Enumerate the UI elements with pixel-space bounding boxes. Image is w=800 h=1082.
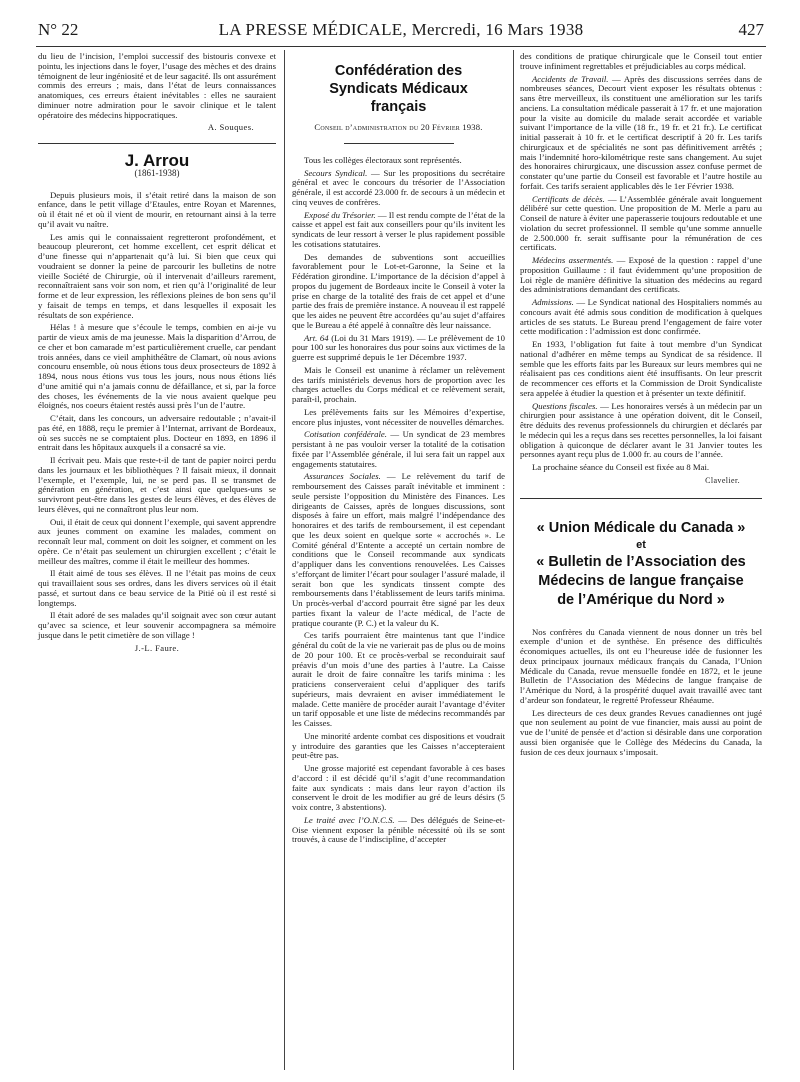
union-title: « Union Médicale du Canada » [536,519,746,536]
confederation-heading: Confédération des Syndicats Médicaux français [329,63,468,115]
council-paragraph: Médecins assermentés. — Exposé de la question : rappel d’une proposition Guillaume : il faut évidemment qu’une proposition de Loi règle de manière définitive la situation des médecins au regard des administrations demandant des certificats. [520,255,762,295]
section-rule [520,498,762,499]
column-divider-left [284,50,285,1070]
obituary-paragraph: C’était, dans les concours, un adversaire redoutable ; n’avait-il pas été, en 1888, reçu le premier à l’Internat, arrivant de Bordeaux, où ses succès ne se comptaient plus. Docteur en 1893, en 1896 il entrait dans les hôpitaux auxquels il a consacré sa vie. [38,413,276,453]
obituary-paragraph: Il était adoré de ses malades qu’il soignait avec son cœur autant qu’avec sa science, et leur souvenir accompagnera sa mémoire jusque dans le petit cimetière de son village ! [38,610,276,640]
obituary-paragraph: Les amis qui le connaissaient regretteront profondément, et beaucoup pleureront, cet homme excellent, cet esprit délicat et d’une finesse qui n’appartenait qu’à lui. Si bien que ceux qui voudraient se donner la peine de parcourir les bulletins de notre vieille Société de Chirurgie, où il intervenait d’ailleurs rarement, reconnaîtraient sans voir son nom, et rien qu’à l’originalité de leur forme et de leur expression, les réflexions pleines de bon sens qu’il y faisait de temps en temps, et dans lesquelles il exposait les résultats de son expérience. [38,231,276,320]
section-rule [38,143,276,144]
council-paragraph: Assurances Sociales. — Le relèvement du tarif de remboursement des Caisses paraît inévitable et imminent : seule persiste l’opposition du Ministère des Finances. Les dirigeants de Caisses, après de longues discussions, sont disposés à faire un effort, mais malgré l’indépendance des honoraires et des tarifs de remboursement, il est cependant que les deux soient en quelque sorte « accrochés ». Le Comité général d’Entente a accepté un certain nombre de conditions que le Conseil recommande aux syndicats d’appliquer dans les conventions renouvelées. Les Caisses s’efforçant de limiter l’écart pour soulager l’assuré malade, il serait bon que les syndicats tinssent compte des remboursements dans l’établissement de leurs tarifs minima. Un procès-verbal d’accord pourrait être signé par les deux parties fixant la valeur de l’acte médical, de l’acte de pratique courante (P. C.) et la valeur du K. [292,471,506,628]
obituary-signature: J.-L. Faure. [134,642,180,653]
council-paragraph: Accidents de Travail. — Après des discussions serrées dans de nombreuses séances, Decourt vient exposer les résultats obtenus : sans être merveilleux, ils constituent une amélioration sur les tarifs anciens. La consultation médicale passerait à 17 fr. et une majoration pour la visite au domicile du malade serait accordée et variable suivant l’importance de la ville (18 fr., 19 fr. et 21 fr.). Le certificat initial passerait à 10 fr. et le certificat descriptif à 20 fr. Les tarifs chirurgicaux et de spécialités ne sont pas définitivement arrêtés ; mais l’indemnité horo-kilométrique reste sans changement. Au sujet des honoraires chirurgicaux, une discussion assez confuse permet de constater qu’une partie du Conseil est favorable et l’autre hostile au forfait. Ces tarifs seraient applicables dès le 1er Février 1938. [520,73,763,191]
obituary-paragraph: Hélas ! à mesure que s’écoule le temps, combien en ai-je vu partir de vieux amis de ma jeunesse. Mais la disparition d’Arrou, de ce cher et bon camarade m’est particulièrement cruelle, car pendant trois années, dans ce vieil amphithéâtre de Clamart, où nous avions concouru ensemble, où nous étions tous deux prosecteurs de 1892 à 1894, nous nous étions vus tous les jours, nous nous étions liés d’une amitié qui n’a jamais connu de défaillance, et si, par la force des choses, les événements de la vie nous avaient quelque peu éloignés, nos coeurs étaient restés aussi près l’un de l’autre. [38,322,276,411]
union-paragraph: Les directeurs de ces deux grandes Revues canadiennes ont jugé que non seulement au point de vue financier, mais aussi au point de vue de l’unité de pensée et d’action si désirable dans une corporation aussi bien organisée que le Collège des Médecins du Canada, la fusion de ces deux journaux s’imposait. [520,707,762,757]
council-paragraph: des conditions de pratique chirurgicale que le Conseil tout entier trouve infiniment regrettables et préjudiciables au corps médical. [520,51,762,71]
bulletin-title: « Bulletin de l’Association des Médecins de langue française de l’Amérique du Nord » [536,553,746,608]
council-paragraph: Mais le Conseil est unanime à réclamer un relèvement des tarifs ministériels devenus hors de proportion avec les charges actuelles du Corps médical et ce relèvement serait, paraît-il, prochain. [292,364,505,404]
column-1 [38,52,276,653]
council-paragraph: Les prélèvements faits sur les Mémoires d’expertise, encore plus injustes, vont nécessiter de nouvelles démarches. [292,406,505,427]
page-number: 427 [738,20,764,39]
union-paragraph: Nos confrères du Canada viennent de nous donner un très bel exemple d’union et de synthèse. En présence des difficultés économiques actuelles, ils ont eu l’heureuse idée de fusionner les deux principaux journaux médicaux français du Canada, l’Union Médicale du Canada, revue mensuelle fondée en 1872, et le jeune Bulletin de l’Association des Médecins de langue française de l’Amérique du Nord, à la prospérité duquel avait travaillé avec tant d’ardeur son fondateur, le regretté Professeur Rhéaume. [520,626,762,705]
page-header [38,18,764,42]
council-paragraph: Art. 64 (Loi du 31 Mars 1919). — Le prélèvement de 10 pour 100 sur les honoraires dus pour soins aux victimes de la guerre est supprimé depuis le 1er Décembre 1937. [292,332,505,362]
journal-title: LA PRESSE MÉDICALE, Mercredi, 16 Mars 1938 [218,20,584,39]
obituary-paragraph: Il écrivait peu. Mais que reste-t-il de tant de papier noirci perdu dans les journaux et les bibliothèques ? Il faisait mieux, il donnait l’exemple, et l’exemple, lui, ne se perd pas. Il se transmet de génération en génération, et c’est ainsi que quelques-uns se survivront peut-être dans les gestes de leurs élèves, et des élèves de leurs élèves, qui ne connaîtront plus leur nom. [38,455,276,514]
issue-number: N° 22 [38,20,79,39]
obituary-paragraph: Oui, il était de ceux qui donnent l’exemple, qui savent apprendre aux jeunes comment on examine les malades, comment on reconnaît leur mal, comment on doit les soigner, et comment on les opère. Ce n’était pas seulement un chirurgien excellent ; c’était le meilleur des maîtres, comme il était le meilleur des hommes. [38,516,276,566]
council-paragraph: Cotisation confédérale. — Un syndicat de 23 membres persistant à ne pas vouloir verser la totalité de la cotisation fixée par l’Assemblée générale, il lui sera fait un rappel aux engagements statutaires. [292,429,505,469]
council-paragraph: Une grosse majorité est cependant favorable à ces bases d’accord : il est décidé qu’il s’agit d’une recommandation faite aux syndicats : mais dans leur rayon d’action ils conservent le droit de les modifier au gré de leurs désirs (5 voix contre, 3 abstentions). [292,763,505,812]
confederation-subheading: Conseil d’administration du 20 Février 1938. [314,122,483,132]
article-continuation: du lieu de l’incision, l’emploi successif des bistouris convexe et pointu, les injections dans le foyer, l’usage des mèches et des drains témoignent de leur ingéniosité et de leur sagacité. Ils ont assurément commis des erreurs ; mais, dans l’état de leurs connaissances anatomiques, ces erreurs étaient inévitables : elles ne sauraient diminuer notre admiration pour le savoir clinique et le talent opératoire des médecins hippocratiques. [38,51,276,120]
council-paragraph: Tous les collèges électoraux sont représentés. [304,154,462,165]
header-rule [36,46,766,47]
section-rule [344,143,454,144]
article-signature: A. Souques. [207,122,254,133]
council-paragraph: Une minorité ardente combat ces dispositions et voudrait y introduire des garanties que les Caisses n’accepteraient peut-être pas. [292,730,505,761]
council-signature: Clavelier. [705,475,740,485]
council-paragraph: Exposé du Trésorier. — Il est rendu compte de l’état de la caisse et appel est fait aux conseillers pour qu’ils invitent les syndicats de leur ressort à verser le plus rapidement possible les cotisations statutaires. [292,209,505,249]
union-et: et [636,538,646,551]
obituary-dates: (1861-1938) [134,167,180,178]
council-paragraph: La prochaine séance du Conseil est fixée au 8 Mai. [532,462,710,472]
obituary-title: J. Arrou [124,151,190,170]
council-paragraph: Secours Syndical. — Sur les propositions du secrétaire général et avec le concours du trésorier de l’Association générale, il est accordé 23.000 fr. de secours à un médecin et cinq veuves de confrères. [292,167,506,207]
council-paragraph: Le traité avec l’O.N.C.S. — Des délégués de Seine-et-Oise viennent exposer la pénible nécessité où ils se sont trouvés, à cause de l’indiscipline, d’accepter [292,814,506,845]
obituary-paragraph: Depuis plusieurs mois, il s’était retiré dans la maison de son enfance, dans le petit village d’Etaules, entre Royan et Marennes, où il était né et où il vient de mourir, en retournant ainsi à la terre qu’il avait vu naître. [38,189,276,229]
obituary-paragraph: Il était aimé de tous ses élèves. Il ne l’était pas moins de ceux qui travaillaient sous ses ordres, dans les divers services où il était passé, et surtout dans ce beau service de la Pitié où il est resté si longtemps. [38,568,276,608]
council-paragraph: Questions fiscales. — Les honoraires versés à un médecin par un chirurgien pour assistance à une opération doivent, dit le Conseil, être déduits des revenus professionnels du chirurgien et déclarés par le médecin qui les a reçus dans ses recettes personnelles, la loi faisant obligation à quiconque de déclarer avant le 31 Janvier toutes les personnes ayant reçu plus de 1.000 fr. au cours de l’année. [520,400,762,460]
council-paragraph: Certificats de décès. — L’Assemblée générale avait longuement délibéré sur cette question. Une proposition de M. Merle a paru au Conseil de nature à éviter une paperasserie toujours redoutable et une violation du secret professionnel. Il semble qu’une somme annuelle de 2.500.000 fr. serait suffisante pour la rémunération de ces certificats. [520,193,762,253]
council-paragraph: Ces tarifs pourraient être maintenus tant que l’indice général du coût de la vie ne varierait pas de plus ou de moins de 20 pour 100. Et ce procès-verbal se reconduirait sauf préavis d’un mois d’une des parties à l’autre. La Caisse aurait le droit de faire connaître les tarifs minima : les praticiens conserveraient celui d’appliquer des tarifs supérieurs, mais devraient en aviser immédiatement le malade. Cette manière de procéder aurait l’avantage d’éviter un tarif opposable et une liste de médecins recommandés par les Caisses. [292,630,505,728]
column-2 [292,62,505,845]
council-paragraph: Des demandes de subventions sont accueillies favorablement pour le Lot-et-Garonne, la Seine et la Fédération girondine. L’importance de la décision d’appel à propos du jugement de Bordeaux incite le Conseil à voter la prise en charge de la totalité des frais de cet appel et d’une partie des frais de première instance. A nouveau il est rappelé que les aides ne peuvent être accordées qu’au sujet d’affaires que le Bureau a été appelé à connaître dès leur naissance. [292,251,505,330]
column-3 [520,52,762,757]
column-divider-right [513,50,514,1070]
council-paragraph: Admissions. — Le Syndicat national des Hospitaliers nommés au concours avait été admis sous condition de modification à quelques articles de ses statuts. Le Bureau prend l’engagement de faire voter cette modification : l’admission est donc confirmée. [520,297,762,337]
council-paragraph: En 1933, l’obligation fut faite à tout membre d’un Syndicat national d’adhérer en même temps au Syndicat de sa résidence. Il semble que les efforts faits par les Bureaux sur leurs membres qui ne réalisaient pas ces conditions aient été insuffisants. On leur prescrit de recommencer ces efforts et la Commission de Droit Syndicaliste sera appelée à étudier la question et à présenter un texte définitif. [520,339,762,398]
